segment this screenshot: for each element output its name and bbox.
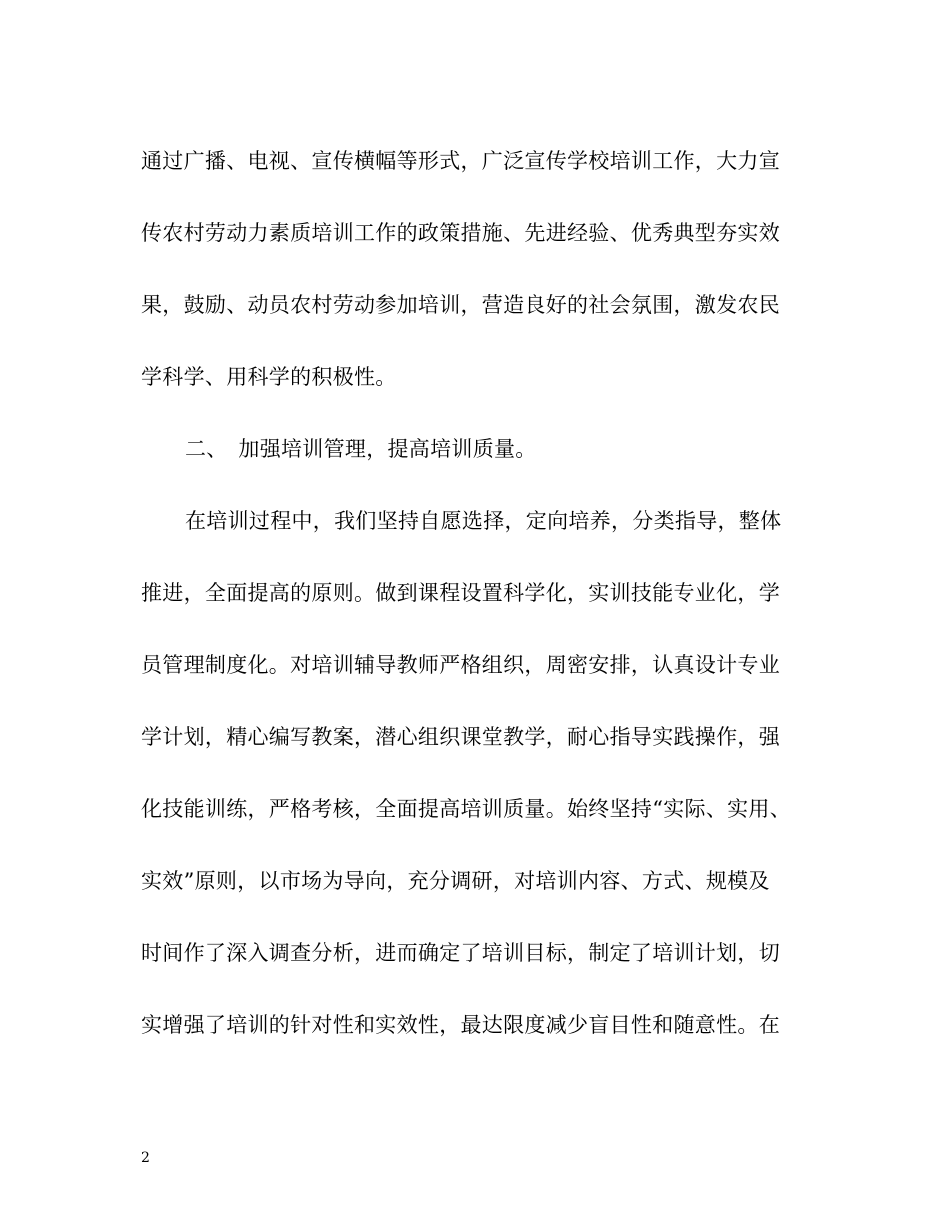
text-line: 实效”原则，以市场为导向，充分调研，对培训内容、方式、规模及 bbox=[141, 869, 770, 893]
section-heading: 二、 加强培训管理，提高培训质量。 bbox=[185, 437, 537, 461]
text-line: 化技能训练，严格考核，全面提高培训质量。始终坚持“实际、实用、 bbox=[141, 797, 792, 821]
text-line: 时间作了深入调查分析，进而确定了培训目标，制定了培训计划，切 bbox=[141, 941, 780, 965]
body-text bbox=[141, 135, 821, 1071]
text-line: 实增强了培训的针对性和实效性，最达限度减少盲目性和随意性。在 bbox=[141, 1013, 780, 1037]
text-line: 员管理制度化。对培训辅导教师严格组织，周密安排，认真设计专业 bbox=[141, 653, 780, 677]
text-line: 传农村劳动力素质培训工作的政策措施、先进经验、优秀典型夯实效 bbox=[141, 221, 780, 245]
text-line: 学计划，精心编写教案，潜心组织课堂教学，耐心指导实践操作，强 bbox=[141, 725, 780, 749]
text-line: 果，鼓励、动员农村劳动参加培训，营造良好的社会氛围，激发农民 bbox=[141, 293, 780, 317]
page-number: 2 bbox=[141, 1150, 150, 1166]
text-line: 通过广播、电视、宣传横幅等形式，广泛宣传学校培训工作，大力宣 bbox=[141, 149, 780, 173]
text-line: 在培训过程中，我们坚持自愿选择，定向培养，分类指导，整体 bbox=[185, 509, 782, 533]
text-line: 学科学、用科学的积极性。 bbox=[141, 365, 397, 389]
text-line: 推进，全面提高的原则。做到课程设置科学化，实训技能专业化，学 bbox=[141, 581, 780, 605]
